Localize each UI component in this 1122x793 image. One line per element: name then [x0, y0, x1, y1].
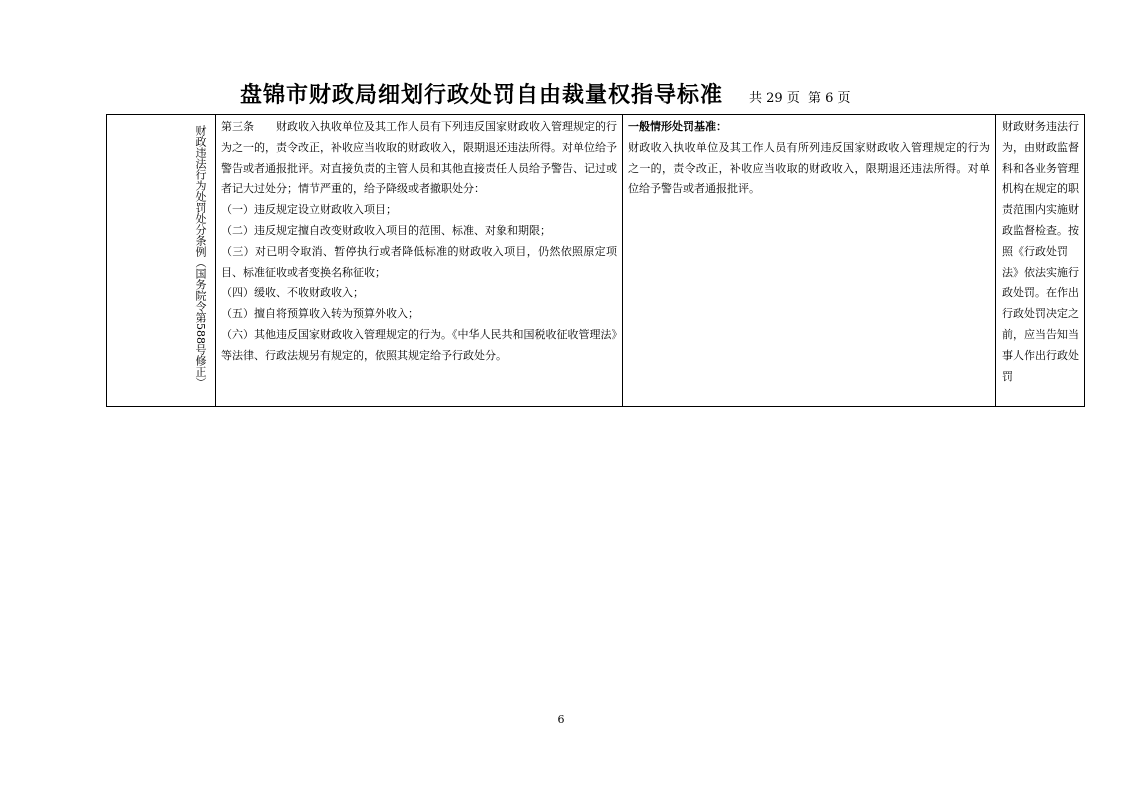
legal-basis-text: 财政违法行为处罚处分条例（国务院令第588号修正）: [194, 125, 207, 388]
current-page: 第 6 页: [807, 91, 851, 106]
header: [240, 78, 940, 110]
provision-line: （六）其他违反国家财政收入管理规定的行为。《中华人民共和国税收征收管理法》等法律、行政法规另有规定的，依照其规定给予行政处分。: [221, 327, 617, 362]
standard-cell: [623, 115, 996, 407]
provision-line: （三）对已明令取消、暂停执行或者降低标准的财政收入项目，仍然依照原定项目、标准征收或者变换名称征收；: [221, 244, 617, 279]
standard-label: 一般情形处罚基准：: [628, 120, 727, 133]
provision-cell: [216, 115, 623, 407]
provision-line: （四）缓收、不收财政收入；: [221, 286, 364, 300]
page-info: [749, 87, 855, 106]
standard-text: 财政收入执收单位及其工作人员有所列违反国家财政收入管理规定的行为之一的，责令改正，补收应当收取的财政收入，限期退还违法所得。对单位给予警告或者通报批评。: [628, 140, 990, 196]
legal-basis-cell: [107, 115, 216, 407]
provision-line: （五）擅自将预算收入转为预算外收入；: [221, 307, 419, 321]
provision-line: 第三条 财政收入执收单位及其工作人员有下列违反国家财政收入管理规定的行为之一的，责令改正，补收应当收取的财政收入，限期退还违法所得。对单位给予警告或者通报批评。对直接负责的主管人员和其他直接责任人员给予警告、记过或者记大过处分；情节严重的，给予降级或者撤职处分：: [221, 120, 617, 196]
note-cell: [996, 115, 1085, 407]
total-pages: 共 29 页: [749, 91, 800, 106]
document-title: 盘锦市财政局细划行政处罚自由裁量权指导标准: [240, 82, 724, 108]
page-number: 6: [557, 713, 565, 726]
note-text: 财政财务违法行为，由财政监督科和各业务管理机构在规定的职责范围内实施财政监督检查。按照《行政处罚法》依法实施行政处罚。在作出行政处罚决定之前，应当告知当事人作出行政处罚: [1002, 120, 1079, 383]
provision-line: （二）违反规定擅自改变财政收入项目的范围、标准、对象和期限；: [221, 223, 551, 237]
penalty-standard-table: [106, 114, 1085, 407]
provision-line: （一）违反规定设立财政收入项目；: [221, 203, 397, 217]
table-row: [107, 115, 1085, 407]
